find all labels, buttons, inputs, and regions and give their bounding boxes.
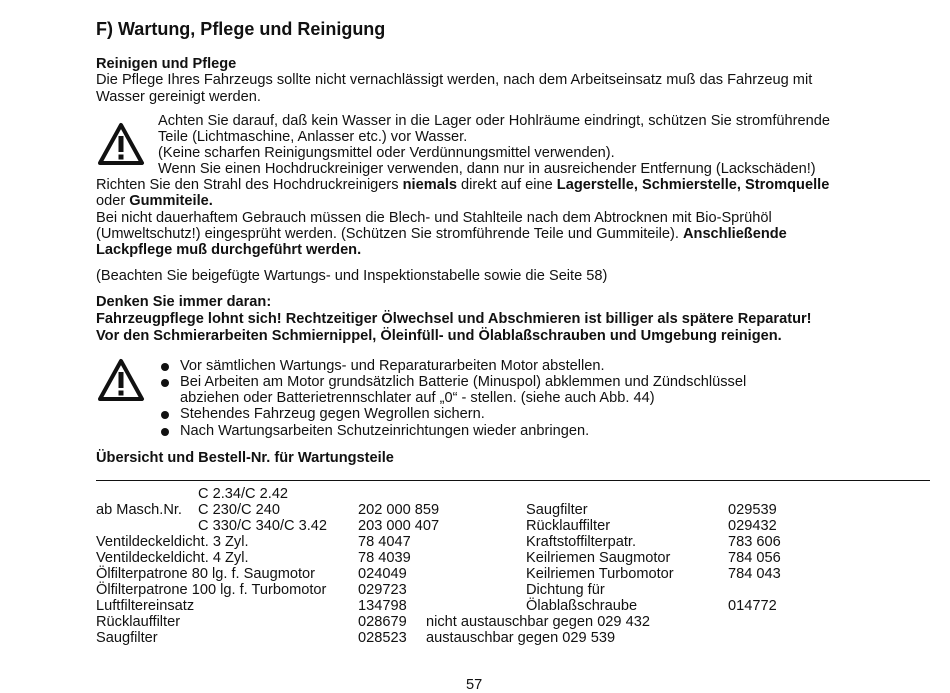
ab-masch-label: ab Masch.Nr.	[96, 502, 182, 518]
pressure-washer-line2	[96, 193, 213, 209]
part-name-right: Keilriemen Turbomotor	[526, 566, 674, 582]
part-note: nicht austauschbar gegen 029 432	[426, 614, 650, 630]
reminder-line1: Denken Sie immer daran:	[96, 294, 272, 310]
model-line3-number: 203 000 407	[358, 518, 440, 534]
part-number-right: 783 606	[728, 534, 781, 550]
model-line3: C 330/C 340/C 3.42	[198, 518, 327, 534]
part-number-left: 028679	[358, 614, 407, 630]
warning-triangle-icon	[97, 122, 145, 166]
text-run: oder	[96, 193, 130, 209]
model-line2-number: 202 000 859	[358, 502, 440, 518]
model-line1: C 2.34/C 2.42	[198, 486, 289, 502]
part-name-right: Rücklauffilter	[526, 518, 611, 534]
part-number-left: 029723	[358, 582, 407, 598]
part-name-right: Ölablaßschraube	[526, 598, 638, 614]
emphasis-parts: Lagerstelle, Schmierstelle, Stromquelle	[556, 177, 830, 193]
text-run: (Umweltschutz!) eingesprüht werden. (Schützen Sie stromführende Teile und Gummiteile).	[96, 226, 683, 242]
warning1-line4: Wenn Sie einen Hochdruckreiniger verwenden, dann nur in ausreichender Entfernung (Lackschäden!)	[158, 161, 816, 177]
bullet-dot-icon	[161, 411, 169, 419]
emphasis-rubber: Gummiteile.	[129, 193, 213, 209]
part-name-left: Ölfilterpatrone 100 lg. f. Turbomotor	[96, 582, 327, 598]
part-name-right: Saugfilter	[526, 502, 588, 518]
safety-item-4: Nach Wartungsarbeiten Schutzeinrichtungen wieder anbringen.	[180, 423, 590, 439]
warning1-line3: (Keine scharfen Reinigungsmittel oder Verdünnungsmittel verwenden).	[158, 145, 615, 161]
rust-protection-line3: Lackpflege muß durchgeführt werden.	[96, 242, 362, 258]
page-title: F) Wartung, Pflege und Reinigung	[96, 19, 386, 39]
reminder-line3: Vor den Schmierarbeiten Schmiernippel, Öleinfüll- und Ölablaßschrauben und Umgebung reinigen.	[96, 328, 782, 344]
cleaning-intro-line1: Die Pflege Ihres Fahrzeugs sollte nicht vernachlässigt werden, nach dem Arbeitseinsatz muß das Fahrzeug mit	[96, 72, 813, 88]
cleaning-heading: Reinigen und Pflege	[96, 56, 237, 72]
part-name-left: Rücklauffilter	[96, 614, 181, 630]
part-name-right: Dichtung für	[526, 582, 605, 598]
part-number-left: 78 4047	[358, 534, 411, 550]
safety-item-2-line1: Bei Arbeiten am Motor grundsätzlich Batterie (Minuspol) abklemmen und Zündschlüssel	[180, 374, 747, 390]
part-name-left: Saugfilter	[96, 630, 158, 646]
bullet-dot-icon	[161, 363, 169, 371]
rust-protection-line2	[96, 226, 787, 242]
safety-item-1: Vor sämtlichen Wartungs- und Reparaturarbeiten Motor abstellen.	[180, 358, 605, 374]
reminder-line2: Fahrzeugpflege lohnt sich! Rechtzeitiger Ölwechsel und Abschmieren ist billiger als spätere Reparatur!	[96, 311, 812, 327]
part-number-right: 784 043	[728, 566, 781, 582]
bullet-dot-icon	[161, 379, 169, 387]
bullet-dot-icon	[161, 428, 169, 436]
page-number: 57	[466, 677, 483, 693]
part-note: austauschbar gegen 029 539	[426, 630, 616, 646]
part-number-left: 78 4039	[358, 550, 411, 566]
part-name-left: Ventildeckeldicht. 4 Zyl.	[96, 550, 249, 566]
cleaning-intro-line2: Wasser gereinigt werden.	[96, 89, 261, 105]
parts-heading: Übersicht und Bestell-Nr. für Wartungsteile	[96, 450, 394, 466]
part-number-right: 784 056	[728, 550, 781, 566]
part-number-right: 029539	[728, 502, 777, 518]
part-number-left: 024049	[358, 566, 407, 582]
part-name-left: Ventildeckeldicht. 3 Zyl.	[96, 534, 249, 550]
part-number-right: 014772	[728, 598, 777, 614]
warning1-line2: Teile (Lichtmaschine, Anlasser etc.) vor Wasser.	[158, 129, 468, 145]
warning1-line1: Achten Sie darauf, daß kein Wasser in die Lager oder Hohlräume eindringt, schützen Sie stromführende	[158, 113, 830, 129]
text-run: Richten Sie den Strahl des Hochdruckreinigers	[96, 177, 403, 193]
emphasis-subsequent: Anschließende	[682, 226, 787, 242]
divider	[96, 480, 930, 481]
part-number-left: 028523	[358, 630, 407, 646]
part-number-right: 029432	[728, 518, 777, 534]
part-name-left: Luftfiltereinsatz	[96, 598, 195, 614]
emphasis-niemals: niemals	[402, 177, 457, 193]
model-line2: C 230/C 240	[198, 502, 280, 518]
part-number-left: 134798	[358, 598, 407, 614]
pressure-washer-line1	[96, 177, 829, 193]
warning-triangle-icon	[97, 358, 145, 402]
text-run: direkt auf eine	[457, 177, 557, 193]
part-name-left: Ölfilterpatrone 80 lg. f. Saugmotor	[96, 566, 316, 582]
part-name-right: Kraftstoffilterpatr.	[526, 534, 637, 550]
rust-protection-line1: Bei nicht dauerhaftem Gebrauch müssen die Blech- und Stahlteile nach dem Abtrocknen mit Bio-Sprühöl	[96, 210, 772, 226]
maintenance-note: (Beachten Sie beigefügte Wartungs- und Inspektionstabelle sowie die Seite 58)	[96, 268, 608, 284]
safety-item-2-line2: abziehen oder Batterietrennschlater auf „0“ - stellen. (siehe auch Abb. 44)	[180, 390, 655, 406]
part-name-right: Keilriemen Saugmotor	[526, 550, 671, 566]
safety-item-3: Stehendes Fahrzeug gegen Wegrollen sichern.	[180, 406, 485, 422]
